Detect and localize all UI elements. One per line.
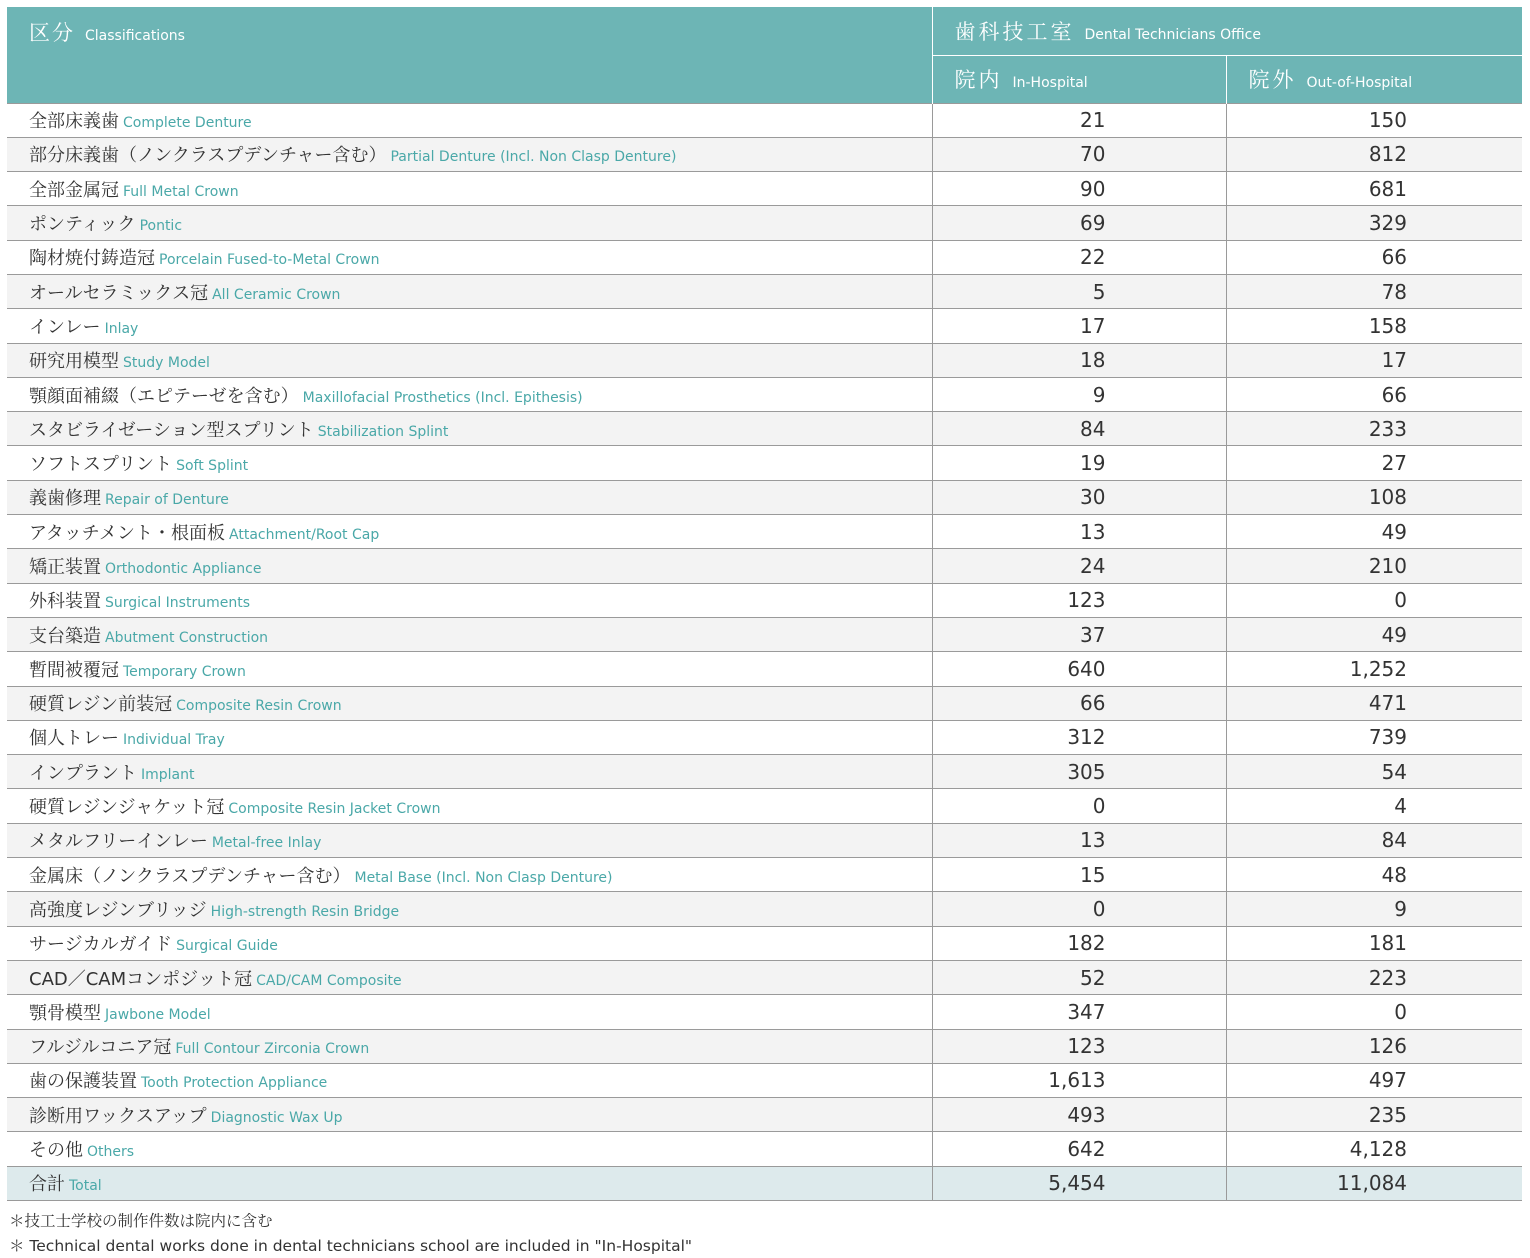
row-label-jp: オールセラミックス冠	[29, 282, 209, 304]
row-label	[7, 1063, 932, 1097]
table-row	[7, 515, 1522, 549]
row-out-of-hospital: 0	[1226, 583, 1522, 617]
in-hospital-header-en: In-Hospital	[1012, 75, 1088, 91]
row-in-hospital: 493	[932, 1098, 1226, 1132]
classifications-header-jp: 区分	[29, 21, 75, 45]
row-label-en: Others	[87, 1144, 135, 1161]
row-in-hospital: 0	[932, 789, 1226, 823]
row-label	[7, 274, 932, 308]
row-label-jp: 顎骨模型	[29, 1002, 101, 1024]
row-label-en: All Ceramic Crown	[212, 286, 341, 303]
row-label	[7, 960, 932, 994]
table-row	[7, 206, 1522, 240]
row-label-jp: インレー	[29, 316, 101, 338]
total-label	[7, 1166, 932, 1200]
row-out-of-hospital: 17	[1226, 343, 1522, 377]
row-out-of-hospital: 739	[1226, 720, 1522, 754]
row-in-hospital: 305	[932, 755, 1226, 789]
table-row	[7, 377, 1522, 411]
row-label	[7, 137, 932, 171]
row-label-jp: 顎顔面補綴（エピテーゼを含む）	[29, 385, 299, 407]
table-row	[7, 1132, 1522, 1166]
row-label	[7, 686, 932, 720]
row-in-hospital: 69	[932, 206, 1226, 240]
row-label-jp: 支台築造	[29, 625, 101, 647]
row-label-jp: 陶材焼付鋳造冠	[29, 248, 155, 270]
row-label-jp: インプラント	[29, 762, 137, 784]
row-label	[7, 309, 932, 343]
row-label-en: Partial Denture (Incl. Non Clasp Denture)	[390, 149, 677, 166]
table-row	[7, 172, 1522, 206]
table-row	[7, 240, 1522, 274]
row-in-hospital: 24	[932, 549, 1226, 583]
table-row	[7, 755, 1522, 789]
row-label	[7, 446, 932, 480]
row-in-hospital: 22	[932, 240, 1226, 274]
row-in-hospital: 90	[932, 172, 1226, 206]
row-in-hospital: 17	[932, 309, 1226, 343]
row-in-hospital: 182	[932, 926, 1226, 960]
row-label-en: Inlay	[104, 320, 139, 337]
table-row	[7, 1098, 1522, 1132]
office-header	[932, 7, 1522, 55]
table-row	[7, 960, 1522, 994]
footnotes	[9, 1209, 692, 1258]
row-out-of-hospital: 126	[1226, 1029, 1522, 1063]
in-hospital-header	[932, 55, 1226, 103]
row-out-of-hospital: 235	[1226, 1098, 1522, 1132]
table-row	[7, 1029, 1522, 1063]
row-out-of-hospital: 223	[1226, 960, 1522, 994]
row-label-jp: 外科装置	[29, 591, 101, 613]
row-label	[7, 515, 932, 549]
row-label-jp: その他	[29, 1140, 83, 1162]
row-out-of-hospital: 54	[1226, 755, 1522, 789]
row-out-of-hospital: 681	[1226, 172, 1522, 206]
table-row	[7, 446, 1522, 480]
row-label-jp: 歯の保護装置	[29, 1071, 137, 1093]
row-label-en: Porcelain Fused-to-Metal Crown	[159, 252, 380, 269]
row-out-of-hospital: 150	[1226, 103, 1522, 137]
row-label-en: Diagnostic Wax Up	[210, 1109, 343, 1126]
row-label	[7, 755, 932, 789]
row-in-hospital: 52	[932, 960, 1226, 994]
row-label-jp: サージカルガイド	[29, 934, 173, 956]
table-row	[7, 583, 1522, 617]
production-table	[7, 7, 1522, 1201]
row-in-hospital: 642	[932, 1132, 1226, 1166]
row-label-jp: 矯正装置	[29, 557, 101, 578]
row-label	[7, 172, 932, 206]
row-in-hospital: 13	[932, 515, 1226, 549]
row-in-hospital: 15	[932, 858, 1226, 892]
row-label	[7, 343, 932, 377]
row-label-jp: 義歯修理	[29, 488, 101, 510]
row-label-en: Stabilization Splint	[317, 423, 449, 440]
out-of-hospital-header-jp: 院外	[1248, 68, 1297, 92]
row-label-jp: 硬質レジン前装冠	[29, 694, 173, 716]
table-row	[7, 137, 1522, 171]
table-row	[7, 652, 1522, 686]
row-label	[7, 549, 932, 583]
row-label	[7, 823, 932, 857]
row-label	[7, 480, 932, 514]
row-label-en: Individual Tray	[123, 732, 225, 749]
row-label-en: Metal-free Inlay	[211, 835, 322, 852]
row-out-of-hospital: 497	[1226, 1063, 1522, 1097]
row-label-jp: 全部床義歯	[29, 111, 119, 133]
row-label	[7, 720, 932, 754]
row-label	[7, 892, 932, 926]
row-label-en: Tooth Protection Appliance	[141, 1075, 328, 1092]
row-out-of-hospital: 233	[1226, 412, 1522, 446]
total-label-en: Total	[69, 1178, 102, 1195]
row-label	[7, 1029, 932, 1063]
row-label	[7, 1132, 932, 1166]
row-label	[7, 240, 932, 274]
row-label	[7, 617, 932, 651]
row-label-en: Orthodontic Appliance	[105, 561, 262, 577]
row-label	[7, 103, 932, 137]
table-row	[7, 686, 1522, 720]
table-row	[7, 823, 1522, 857]
row-label-jp: フルジルコニア冠	[29, 1037, 172, 1059]
in-hospital-header-jp: 院内	[954, 68, 1003, 92]
table-row	[7, 995, 1522, 1029]
row-out-of-hospital: 158	[1226, 309, 1522, 343]
table-row	[7, 789, 1522, 823]
row-label-en: Temporary Crown	[123, 663, 246, 680]
row-out-of-hospital: 181	[1226, 926, 1522, 960]
footnote-en: ＊ Technical dental works done in dental technicians school are included in "In-Hospital"	[9, 1237, 693, 1255]
row-label	[7, 926, 932, 960]
row-label-jp: CAD／CAMコンポジット冠	[29, 968, 253, 990]
row-in-hospital: 0	[932, 892, 1226, 926]
total-in-hospital: 5,454	[932, 1166, 1226, 1200]
row-label-jp: 硬質レジンジャケット冠	[29, 797, 225, 819]
row-label-jp: 個人トレー	[29, 728, 119, 750]
table-row	[7, 926, 1522, 960]
row-label-en: Surgical Guide	[176, 938, 278, 955]
classifications-header-en: Classifications	[85, 28, 185, 44]
row-in-hospital: 13	[932, 823, 1226, 857]
row-out-of-hospital: 108	[1226, 480, 1522, 514]
row-label-en: Maxillofacial Prosthetics (Incl. Epithesis)	[302, 389, 583, 406]
row-in-hospital: 37	[932, 617, 1226, 651]
row-in-hospital: 18	[932, 343, 1226, 377]
row-out-of-hospital: 0	[1226, 995, 1522, 1029]
table-row	[7, 412, 1522, 446]
table-row	[7, 892, 1522, 926]
row-in-hospital: 1,613	[932, 1063, 1226, 1097]
row-label-jp: メタルフリーインレー	[29, 831, 208, 853]
row-label-en: Composite Resin Jacket Crown	[228, 801, 441, 818]
row-out-of-hospital: 78	[1226, 274, 1522, 308]
row-label-jp: 暫間被覆冠	[29, 659, 119, 681]
row-in-hospital: 123	[932, 1029, 1226, 1063]
table-row	[7, 343, 1522, 377]
row-out-of-hospital: 84	[1226, 823, 1522, 857]
total-row	[7, 1166, 1522, 1200]
row-out-of-hospital: 471	[1226, 686, 1522, 720]
row-in-hospital: 66	[932, 686, 1226, 720]
row-in-hospital: 21	[932, 103, 1226, 137]
row-label-en: Abutment Construction	[105, 629, 269, 646]
row-label-jp: 診断用ワックスアップ	[29, 1105, 207, 1127]
row-label-jp: 全部金属冠	[29, 179, 119, 201]
row-label-en: Implant	[141, 766, 195, 783]
row-label-en: CAD/CAM Composite	[256, 972, 402, 989]
row-in-hospital: 123	[932, 583, 1226, 617]
row-out-of-hospital: 66	[1226, 240, 1522, 274]
row-out-of-hospital: 210	[1226, 549, 1522, 583]
row-out-of-hospital: 49	[1226, 617, 1522, 651]
row-out-of-hospital: 1,252	[1226, 652, 1522, 686]
row-label	[7, 412, 932, 446]
row-label-jp: アタッチメント・根面板	[29, 522, 226, 544]
row-label	[7, 858, 932, 892]
row-label-en: Study Model	[123, 355, 210, 372]
total-label-jp: 合計	[29, 1174, 65, 1196]
row-label	[7, 583, 932, 617]
table-row	[7, 274, 1522, 308]
row-label-jp: ソフトスプリント	[29, 454, 173, 476]
footnote-jp: ＊技工士学校の制作件数は院内に含む	[9, 1212, 273, 1230]
row-label-en: Soft Splint	[176, 458, 249, 475]
row-label	[7, 789, 932, 823]
row-label-en: Full Metal Crown	[123, 183, 239, 200]
row-in-hospital: 9	[932, 377, 1226, 411]
table-row	[7, 103, 1522, 137]
row-label-jp: 金属床（ノンクラスプデンチャー含む）	[29, 865, 351, 887]
row-label	[7, 377, 932, 411]
row-label-jp: 高強度レジンブリッジ	[29, 899, 207, 921]
row-in-hospital: 84	[932, 412, 1226, 446]
office-header-en: Dental Technicians Office	[1084, 26, 1261, 43]
row-out-of-hospital: 4	[1226, 789, 1522, 823]
table-row	[7, 480, 1522, 514]
out-of-hospital-header	[1226, 55, 1522, 103]
row-label	[7, 995, 932, 1029]
row-label-jp: スタビライゼーション型スプリント	[29, 419, 314, 441]
table-row	[7, 858, 1522, 892]
total-out-of-hospital: 11,084	[1226, 1166, 1522, 1200]
row-label	[7, 1098, 932, 1132]
row-label-jp: 部分床義歯（ノンクラスプデンチャー含む）	[29, 145, 387, 167]
row-label-en: Full Contour Zirconia Crown	[175, 1041, 370, 1058]
row-label-en: Jawbone Model	[105, 1006, 211, 1023]
row-label-en: High-strength Resin Bridge	[210, 903, 400, 920]
row-label-en: Composite Resin Crown	[176, 698, 342, 715]
out-of-hospital-header-en: Out-of-Hospital	[1306, 75, 1413, 91]
row-label-en: Metal Base (Incl. Non Clasp Denture)	[354, 869, 613, 886]
row-out-of-hospital: 329	[1226, 206, 1522, 240]
row-in-hospital: 640	[932, 652, 1226, 686]
row-in-hospital: 30	[932, 480, 1226, 514]
row-in-hospital: 347	[932, 995, 1226, 1029]
table-row	[7, 617, 1522, 651]
row-label-en: Surgical Instruments	[105, 595, 250, 612]
row-out-of-hospital: 48	[1226, 858, 1522, 892]
row-in-hospital: 312	[932, 720, 1226, 754]
row-out-of-hospital: 9	[1226, 892, 1522, 926]
table-row	[7, 1063, 1522, 1097]
row-out-of-hospital: 49	[1226, 515, 1522, 549]
row-in-hospital: 5	[932, 274, 1226, 308]
table-row	[7, 549, 1522, 583]
row-label-en: Attachment/Root Cap	[229, 526, 380, 543]
row-label-en: Complete Denture	[123, 115, 252, 132]
office-header-jp: 歯科技工室	[954, 19, 1075, 44]
row-out-of-hospital: 4,128	[1226, 1132, 1522, 1166]
row-label	[7, 652, 932, 686]
row-out-of-hospital: 27	[1226, 446, 1522, 480]
row-label-jp: ポンティック	[29, 214, 136, 236]
row-in-hospital: 19	[932, 446, 1226, 480]
row-label	[7, 206, 932, 240]
table-row	[7, 309, 1522, 343]
row-out-of-hospital: 66	[1226, 377, 1522, 411]
row-in-hospital: 70	[932, 137, 1226, 171]
table-body	[7, 103, 1522, 1201]
classifications-header	[7, 7, 932, 103]
table-row	[7, 720, 1522, 754]
row-out-of-hospital: 812	[1226, 137, 1522, 171]
row-label-en: Repair of Denture	[105, 492, 229, 509]
row-label-jp: 研究用模型	[29, 351, 119, 373]
row-label-en: Pontic	[139, 218, 183, 235]
